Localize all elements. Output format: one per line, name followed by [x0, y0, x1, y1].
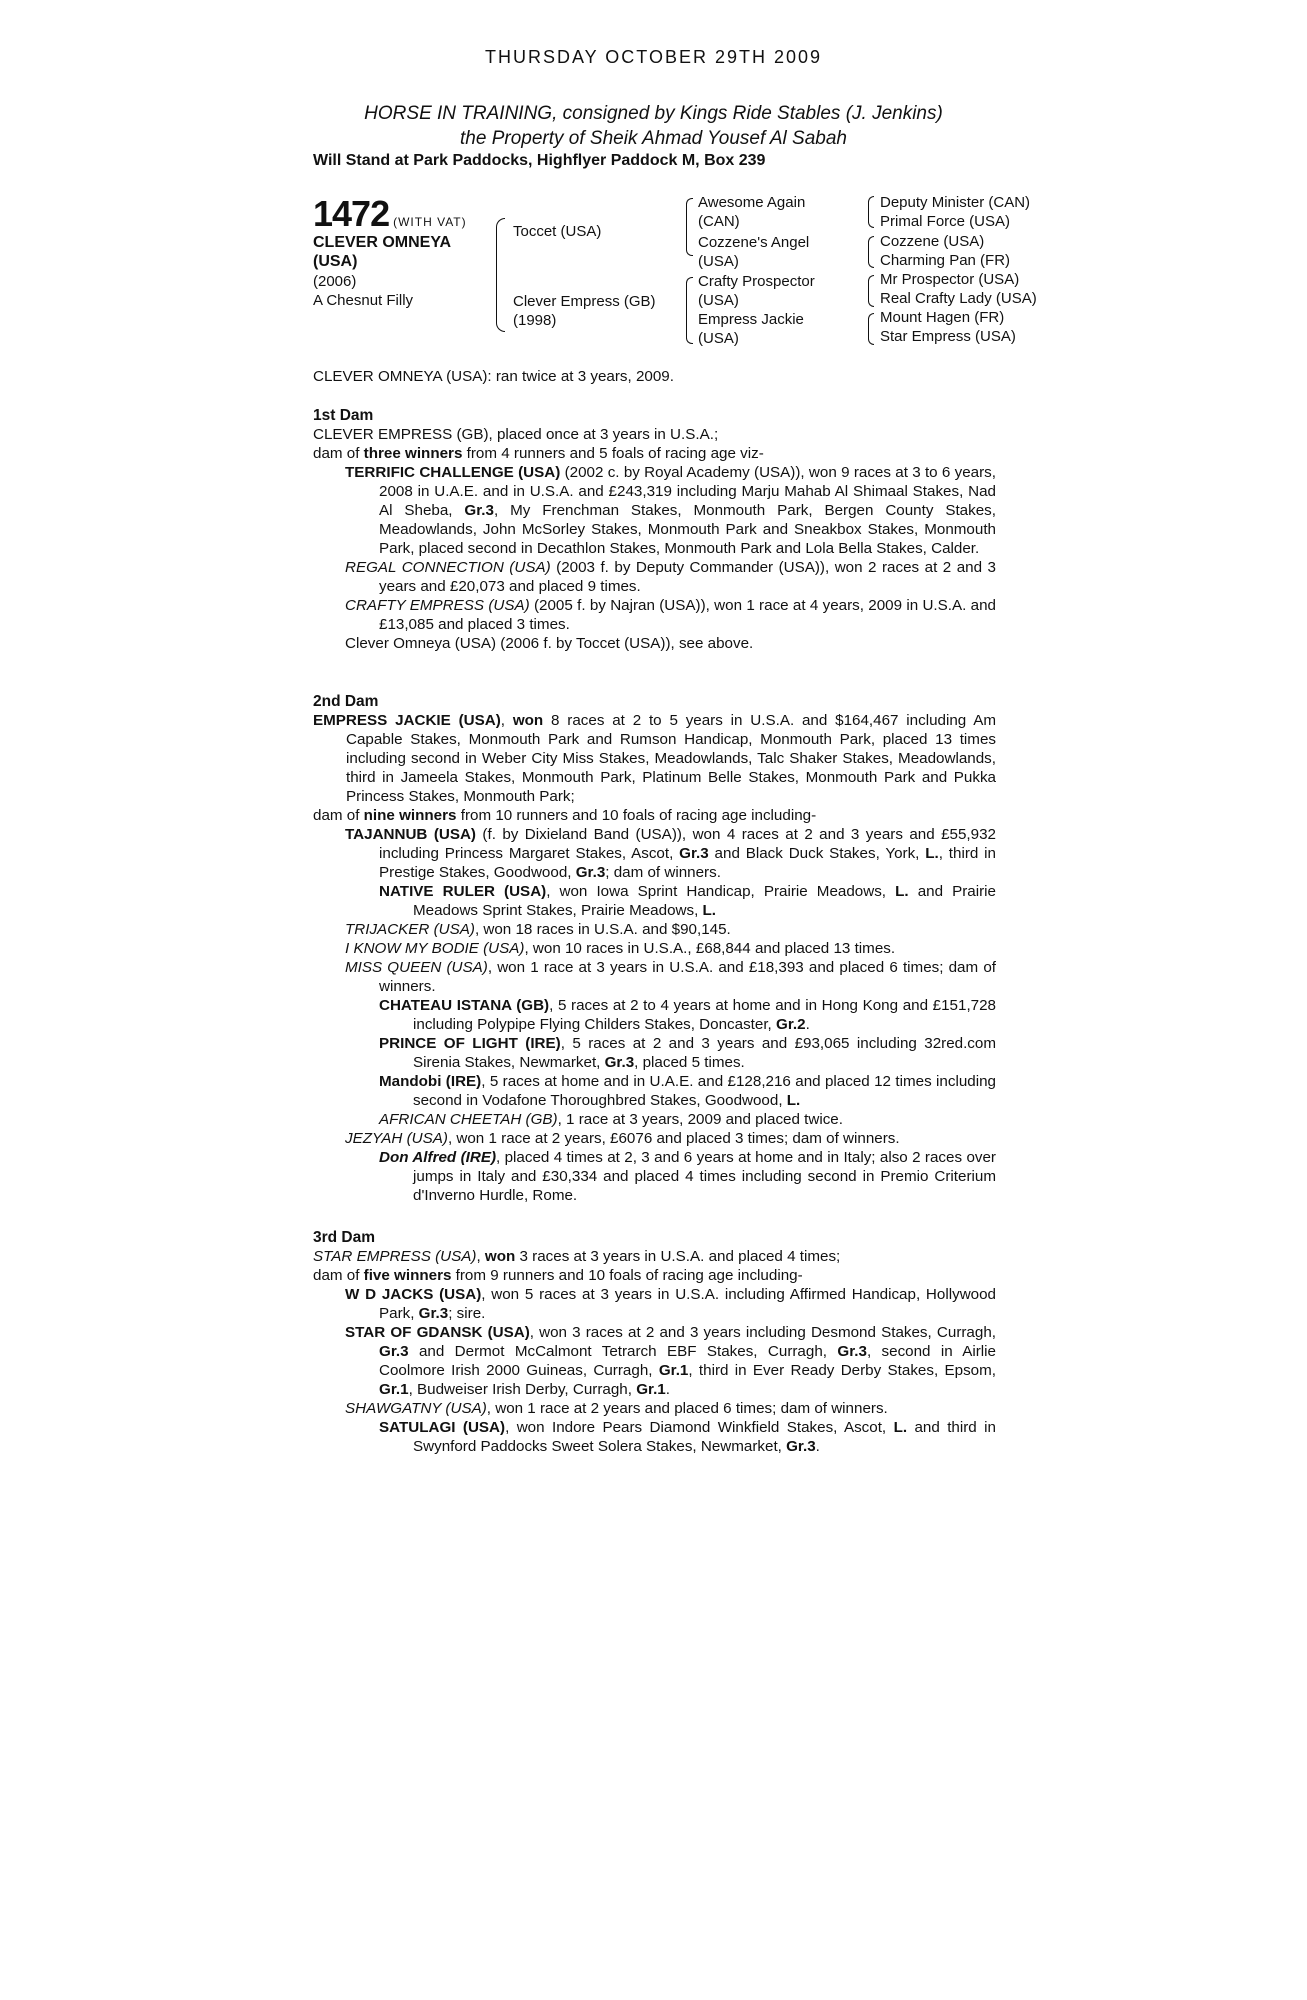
pedigree-gen2-2-country: (USA)	[698, 253, 739, 270]
pedigree-gen3-7: Mount Hagen (FR)	[880, 309, 1005, 326]
pedigree-dam-year: (1998)	[513, 312, 557, 329]
produce-entry: Mandobi (IRE), 5 races at home and in U.A.E. and £128,216 and placed 12 times including second in Vodafone Thoroughbred Stakes, Goodwood, L.	[379, 1073, 996, 1109]
produce-entry: NATIVE RULER (USA), won Iowa Sprint Handicap, Prairie Meadows, L. and Prairie Meadows Sprint Stakes, Prairie Meadows, L.	[379, 883, 996, 919]
pedigree-gen2-3	[698, 272, 815, 310]
second-dam-produce-summary: dam of nine winners from 10 runners and 10 foals of racing age including-	[313, 807, 817, 824]
produce-entry: STAR OF GDANSK (USA), won 3 races at 2 and 3 years including Desmond Stakes, Curragh, Gr.3 and Dermot McCalmont Tetrarch EBF Stakes, Curragh, Gr.3, second in Airlie Coolmore Irish 2000 Guineas, Curragh, Gr.1, third in Ever Ready Derby Stakes, Epsom, Gr.1, Budweiser Irish Derby, Curragh, Gr.1.	[345, 1324, 997, 1398]
pedigree-gen3	[880, 193, 1037, 346]
pedigree-brace-dam	[686, 277, 693, 344]
produce-entry: AFRICAN CHEETAH (GB), 1 race at 3 years, 2009 and placed twice.	[379, 1111, 843, 1128]
third-dam-record: STAR EMPRESS (USA), won 3 races at 3 years in U.S.A. and placed 4 times;	[313, 1248, 841, 1265]
first-dam-heading: 1st Dam	[313, 407, 374, 424]
produce-entry: JEZYAH (USA), won 1 race at 2 years, £6076 and placed 3 times; dam of winners.	[345, 1130, 900, 1147]
horse-name	[313, 233, 493, 271]
lot-header	[313, 193, 467, 235]
owner-line: the Property of Sheik Ahmad Yousef Al Sabah	[460, 128, 847, 149]
pedigree-brace-g3-4	[868, 313, 874, 345]
first-dam-section	[313, 406, 996, 653]
foaling-year: (2006)	[313, 273, 357, 290]
third-dam-produce-summary: dam of five winners from 9 runners and 10 foals of racing age including-	[313, 1267, 803, 1284]
pedigree-dam-name: Clever Empress (GB)	[513, 293, 656, 310]
produce-entry: TERRIFIC CHALLENGE (USA) (2002 c. by Royal Academy (USA)), won 9 races at 3 to 6 years, 2008 in U.A.E. and in U.S.A. and £243,319 including Marju Mahab Al Shimaal Stakes, Nad Al Sheba, Gr.3, My Frenchman Stakes, Monmouth Park, Bergen County Stakes, Meadowlands, John McSorley Stakes, Monmouth Park and Sneakbox Stakes, Monmouth Park, placed second in Decathlon Stakes, Monmouth Park and Lola Bella Stakes, Calder.	[345, 464, 996, 557]
first-dam-produce-summary: dam of three winners from 4 runners and 5 foals of racing age viz-	[313, 445, 764, 462]
produce-entry: TAJANNUB (USA) (f. by Dixieland Band (USA)), won 4 races at 2 and 3 years and £55,932 including Princess Margaret Stakes, Ascot, Gr.3 and Black Duck Stakes, York, L., third in Prestige Stakes, Goodwood, Gr.3; dam of winners.	[345, 826, 997, 881]
produce-entry: MISS QUEEN (USA), won 1 race at 3 years in U.S.A. and £18,393 and placed 6 times; dam of winners.	[345, 959, 996, 995]
vat-label: (WITH VAT)	[393, 215, 467, 229]
horse-details	[313, 272, 413, 310]
produce-entry: CRAFTY EMPRESS (USA) (2005 f. by Najran (USA)), won 1 race at 4 years, 2009 in U.S.A. and £13,085 and placed 3 times.	[345, 597, 996, 633]
second-dam-record: EMPRESS JACKIE (USA), won 8 races at 2 to 5 years in U.S.A. and $164,467 including Am Capable Stakes, Monmouth Park and Rumson Handicap, Monmouth Park, placed 13 times including second in Weber City Miss Stakes, Meadowlands, Talc Shaker Stakes, Meadowlands, third in Jameela Stakes, Monmouth Park, Platinum Belle Stakes, Monmouth Park and Pukka Princess Stakes, Monmouth Park;	[313, 712, 996, 805]
produce-entry: SHAWGATNY (USA), won 1 race at 2 years and placed 6 times; dam of winners.	[345, 1400, 888, 1417]
race-summary: CLEVER OMNEYA (USA): ran twice at 3 years, 2009.	[313, 368, 674, 385]
pedigree-gen2-2	[698, 233, 809, 271]
produce-entry: PRINCE OF LIGHT (IRE), 5 races at 2 and 3 years and £93,065 including 32red.com Sirenia Stakes, Newmarket, Gr.3, placed 5 times.	[379, 1035, 997, 1071]
horse-name-line1: CLEVER OMNEYA	[313, 234, 452, 251]
second-dam-section	[313, 692, 996, 1205]
pedigree-gen3-6: Real Crafty Lady (USA)	[880, 290, 1037, 307]
consignment-line: HORSE IN TRAINING, consigned by Kings Ride Stables (J. Jenkins)	[364, 103, 943, 124]
pedigree-gen2-2-name: Cozzene's Angel	[698, 234, 810, 251]
pedigree-brace-g3-3	[868, 275, 874, 307]
produce-entry: REGAL CONNECTION (USA) (2003 f. by Deputy Commander (USA)), won 2 races at 2 and 3 years and £20,073 and placed 9 times.	[345, 559, 996, 595]
produce-entry: Don Alfred (IRE), placed 4 times at 2, 3 and 6 years at home and in Italy; also 2 races over jumps in Italy and £30,334 and placed 4 times including second in Premio Criterium d'Inverno Hurdle, Rome.	[379, 1149, 996, 1204]
pedigree-gen3-8: Star Empress (USA)	[880, 328, 1016, 345]
pedigree-brace-g3-2	[868, 236, 874, 268]
third-dam-section	[313, 1228, 996, 1456]
produce-entry: W D JACKS (USA), won 5 races at 3 years in U.S.A. including Affirmed Handicap, Hollywood Park, Gr.3; sire.	[345, 1286, 996, 1322]
pedigree-brace-g3-1	[868, 196, 874, 228]
pedigree-brace-main	[496, 218, 505, 332]
pedigree-gen2-1-name: Awesome Again	[698, 194, 806, 211]
pedigree-gen2-3-country: (USA)	[698, 292, 739, 309]
pedigree-gen2-4	[698, 310, 804, 348]
sale-date: THURSDAY OCTOBER 29TH 2009	[484, 47, 823, 67]
horse-name-line2: (USA)	[313, 253, 358, 270]
pedigree-gen3-2: Primal Force (USA)	[880, 213, 1011, 230]
produce-entry: SATULAGI (USA), won Indore Pears Diamond Winkfield Stakes, Ascot, L. and third in Swynford Paddocks Sweet Solera Stakes, Newmarket, Gr.3.	[379, 1419, 996, 1455]
produce-entry: I KNOW MY BODIE (USA), won 10 races in U.S.A., £68,844 and placed 13 times.	[345, 940, 896, 957]
lot-number: 1472	[313, 193, 390, 234]
pedigree-gen3-5: Mr Prospector (USA)	[880, 271, 1020, 288]
pedigree-sire: Toccet (USA)	[513, 223, 602, 240]
first-dam-line: CLEVER EMPRESS (GB), placed once at 3 years in U.S.A.;	[313, 426, 719, 443]
pedigree-gen3-4: Charming Pan (FR)	[880, 252, 1011, 269]
pedigree-gen2-4-name: Empress Jackie	[698, 311, 804, 328]
pedigree-brace-sire	[686, 198, 693, 256]
pedigree-gen3-1: Deputy Minister (CAN)	[880, 194, 1031, 211]
pedigree-gen2-1	[698, 193, 805, 231]
second-dam-heading: 2nd Dam	[313, 693, 379, 710]
third-dam-heading: 3rd Dam	[313, 1229, 376, 1246]
pedigree-gen2-3-name: Crafty Prospector	[698, 273, 815, 290]
produce-entry: CHATEAU ISTANA (GB), 5 races at 2 to 4 years at home and in Hong Kong and £151,728 including Polypipe Flying Childers Stakes, Doncaster, Gr.2.	[379, 997, 997, 1033]
stand-location: Will Stand at Park Paddocks, Highflyer Paddock M, Box 239	[313, 152, 766, 169]
horse-description: A Chesnut Filly	[313, 292, 414, 309]
pedigree-gen3-3: Cozzene (USA)	[880, 233, 985, 250]
pedigree-gen2-4-country: (USA)	[698, 330, 739, 347]
produce-entry: Clever Omneya (USA) (2006 f. by Toccet (USA)), see above.	[345, 635, 754, 652]
produce-entry: TRIJACKER (USA), won 18 races in U.S.A. and $90,145.	[345, 921, 731, 938]
pedigree-dam	[513, 292, 656, 330]
pedigree-gen2-1-country: (CAN)	[698, 213, 740, 230]
